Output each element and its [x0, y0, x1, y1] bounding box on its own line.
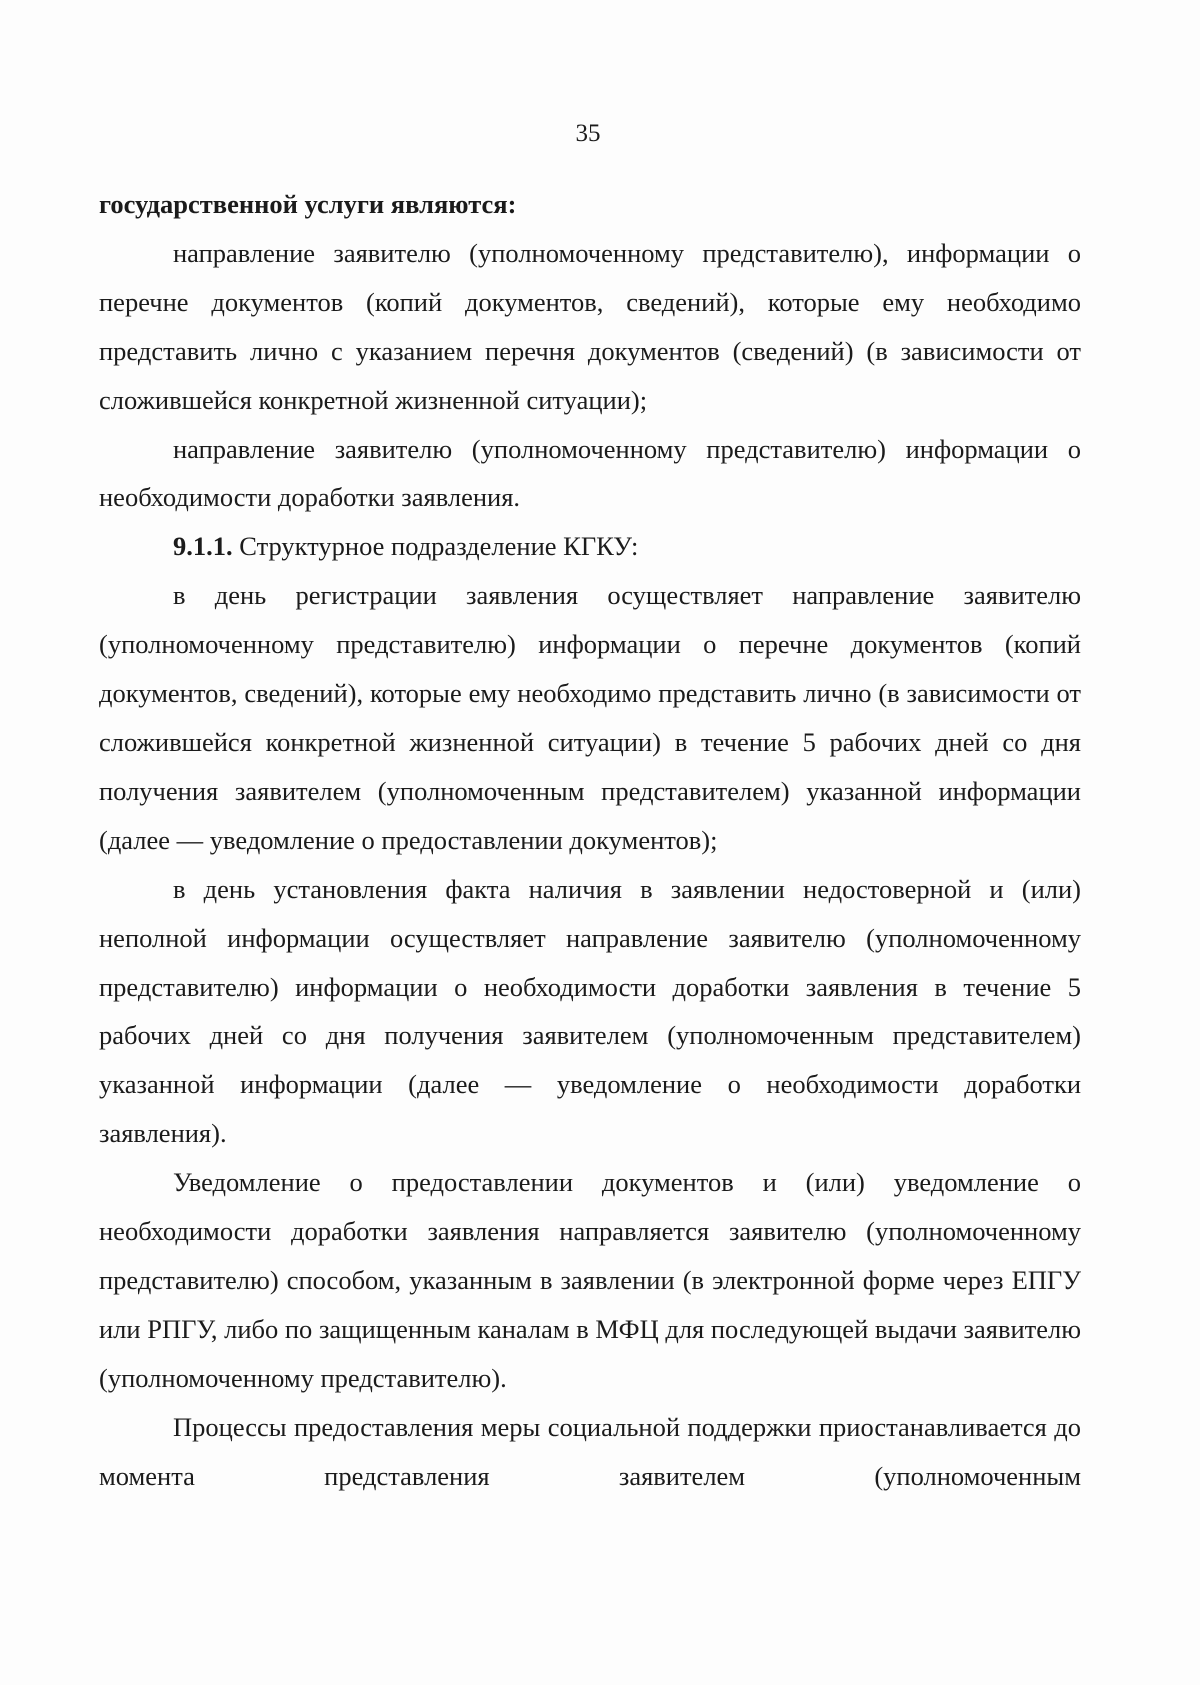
paragraph — [99, 571, 1081, 864]
paragraph-text: в день регистрации заявления осуществляет направление заявителю (уполномоченному представителю) информации о перечне документов (копий документов, сведений), которые ему необходимо представить лично (в зависимости от сложившейся конкретной жизненной ситуации) в течение 5 рабочих дней со дня получения заявителем (уполномоченным представителем) указанной информации (далее — уведомление о предоставлении документов); — [99, 580, 1081, 855]
page-number: 35 — [575, 120, 601, 147]
document-body — [99, 180, 1081, 1500]
paragraph — [99, 229, 1081, 425]
section-heading-paragraph — [99, 522, 1081, 571]
paragraph — [99, 425, 1081, 523]
section-number: 9.1.1. — [173, 531, 233, 562]
paragraph-text: Структурное подразделение КГКУ: — [232, 531, 639, 562]
paragraph-text: Уведомление о предоставлении документов и (или) уведомление о необходимости доработки заявления направляется заявителю (уполномоченному представителю) способом, указанным в заявлении (в электронной форме через ЕПГУ или РПГУ, либо по защищенным каналам в МФЦ для последующей выдачи заявителю (уполномоченному представителю). — [99, 1167, 1081, 1393]
paragraph-text: в день установления факта наличия в заявлении недостоверной и (или) неполной информации осуществляет направление заявителю (уполномоченному представителю) информации о необходимости доработки заявления в течение 5 рабочих дней со дня получения заявителем (уполномоченным представителем) указанной информации (далее — уведомление о необходимости доработки заявления). — [99, 873, 1081, 1149]
paragraph — [99, 1403, 1081, 1501]
paragraph — [99, 1158, 1081, 1403]
paragraph-text: направление заявителю (уполномоченному представителю), информации о перечне документов (копий документов, сведений), которые ему необходимо представить лично с указанием перечня документов (сведений) (в зависимости от сложившейся конкретной жизненной ситуации); — [99, 237, 1081, 415]
paragraph-bold-text: государственной услуги являются: — [99, 189, 517, 219]
paragraph-text: направление заявителю (уполномоченному представителю) информации о необходимости доработки заявления. — [99, 433, 1081, 513]
paragraph — [99, 180, 1081, 229]
paragraph-text: Процессы предоставления меры социальной поддержки приостанавливается до момента представления заявителем (уполномоченным — [99, 1411, 1081, 1491]
paragraph — [99, 865, 1081, 1158]
